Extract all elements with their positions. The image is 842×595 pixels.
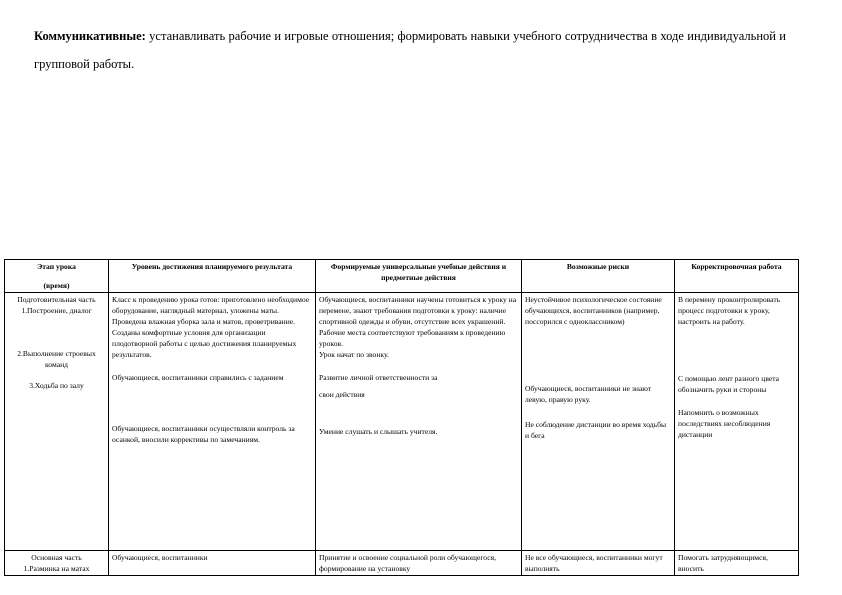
- prep-result-p5: Обучающиеся, воспитанники осуществляли контроль за осанкой, вносили коррективы по замечаниям.: [112, 424, 295, 444]
- cell-prep-uud: [316, 293, 522, 551]
- prep-result-p1: Класс к проведению урока готов: приготовлено необходимое оборудование, наглядный материал, уложены маты.: [112, 295, 310, 315]
- cell-prep-result: [109, 293, 316, 551]
- header-result: Уровень достижения планируемого результата: [109, 260, 316, 293]
- prep-uud-p1: Обучающиеся, воспитанники научены готовиться к уроку на перемене, знают требования подготовки к уроку: наличие спортивной одежды и обуви, отсутствие всех украшений.: [319, 295, 517, 326]
- intro-text: устанавливать рабочие и игровые отношения; формировать навыки учебного сотрудничества в ходе индивидуальной и групповой работы.: [34, 29, 786, 71]
- table-row-main: [5, 551, 799, 576]
- main-stage-title: Основная часть: [31, 553, 82, 562]
- cell-prep-stage: [5, 293, 109, 551]
- intro-label: Коммуникативные:: [34, 29, 146, 43]
- header-uud: Формируемые универсальные учебные действия и предметные действия: [316, 260, 522, 293]
- header-stage: [5, 260, 109, 293]
- prep-stage-item2: 2.Выполнение строевых команд: [17, 349, 96, 369]
- cell-main-stage: [5, 551, 109, 576]
- header-correction: Корректировочная работа: [675, 260, 799, 293]
- prep-stage-title: Подготовительная часть: [17, 295, 96, 304]
- cell-main-result: Обучающиеся, воспитанники: [109, 551, 316, 576]
- main-stage-item1: 1.Разминка на матах: [23, 564, 90, 573]
- cell-prep-risks: [522, 293, 675, 551]
- prep-risks-p1: Неустойчивое психологическое состояние обучающихся, воспитанников (например, поссорился с одноклассником): [525, 295, 662, 326]
- cell-main-uud: Принятие и освоение социальной роли обучающегося, формирование на установку: [316, 551, 522, 576]
- cell-main-risks: Не все обучающиеся, воспитанники могут выполнять: [522, 551, 675, 576]
- prep-uud-p2: Рабочие места соответствуют требованиям к проведению уроков.: [319, 328, 506, 348]
- prep-result-p4: Обучающиеся, воспитанники справились с заданием: [112, 373, 284, 382]
- prep-stage-item1: 1.Построение, диалог: [21, 306, 92, 315]
- prep-correction-p2: С помощью лент разного цвета обозначить руки и стороны: [678, 374, 780, 394]
- prep-stage-item3: 3.Ходьба по залу: [29, 381, 84, 390]
- intro-paragraph: [34, 22, 786, 78]
- header-stage-time: (время): [43, 281, 70, 290]
- table-row-prep: [5, 293, 799, 551]
- prep-uud-p5: свои действия: [319, 390, 365, 399]
- table-header-row: [5, 260, 799, 293]
- prep-risks-p2: Обучающиеся, воспитанники не знают левую, правую руку.: [525, 384, 652, 404]
- prep-risks-p3: Не соблюдение дистанции во время ходьбы и бега: [525, 420, 667, 440]
- header-risks: Возможные риски: [522, 260, 675, 293]
- cell-prep-correction: [675, 293, 799, 551]
- prep-result-p2: Проведена влажная уборка зала и матов, проветривание.: [112, 317, 296, 326]
- prep-correction-p3: Напомнить о возможных последствиях несоблюдения дистанции: [678, 408, 771, 439]
- prep-uud-p6: Умение слушать и слышать учителя.: [319, 427, 438, 436]
- cell-main-correction: Помогать затрудняющимся, вносить: [675, 551, 799, 576]
- lesson-plan-table: [4, 259, 799, 576]
- prep-result-p3: Созданы комфортные условия для организации плодотворной работы с целью достижения планируемых результатов.: [112, 328, 297, 359]
- header-stage-label: Этап урока: [37, 262, 76, 271]
- prep-uud-p3: Урок начат по звонку.: [319, 350, 389, 359]
- prep-uud-p4: Развитие личной ответственности за: [319, 373, 438, 382]
- prep-correction-p1: В перемену проконтролировать процесс подготовки к уроку, настроить на работу.: [678, 295, 781, 326]
